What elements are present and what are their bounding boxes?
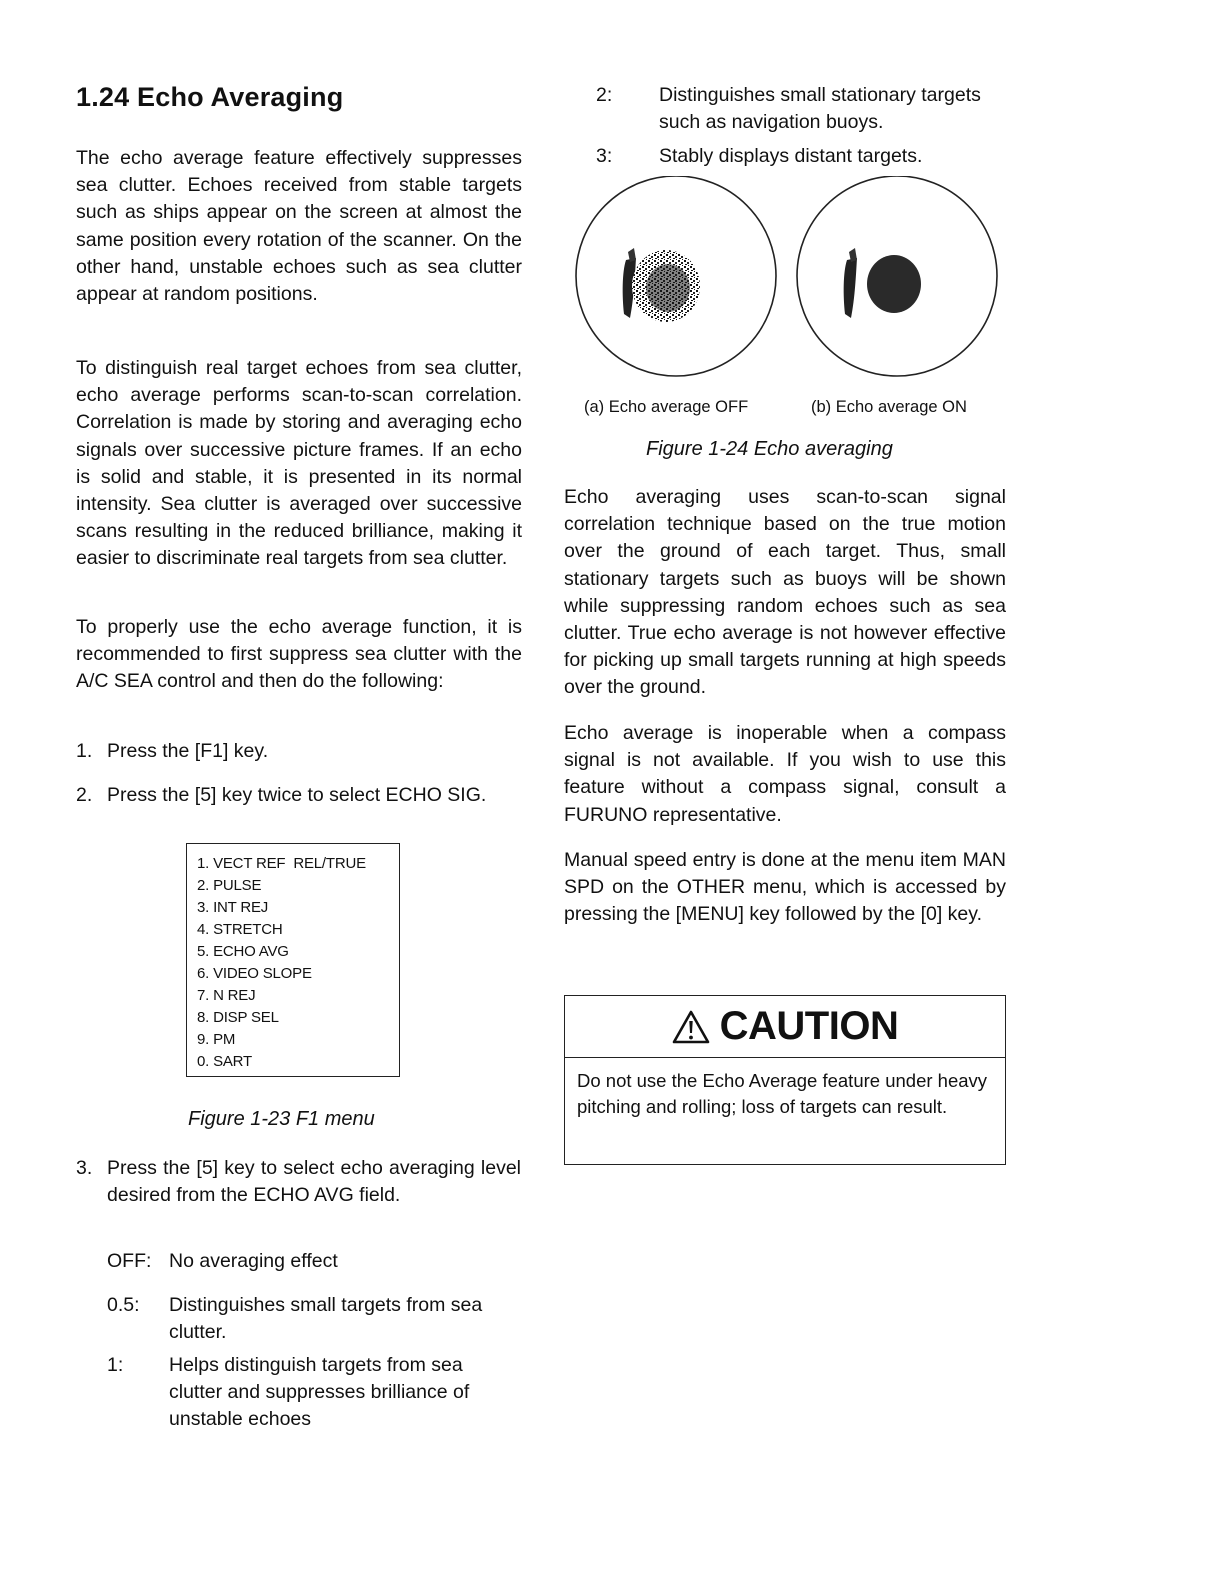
- caution-box: [564, 995, 1006, 1165]
- caption-echo-average-on: (b) Echo average ON: [811, 398, 967, 416]
- clutter-echo-off-core: [646, 264, 690, 312]
- step-3: [76, 1155, 522, 1237]
- menu-item: 2. PULSE: [197, 877, 262, 894]
- caption-echo-average-off: (a) Echo average OFF: [584, 398, 749, 416]
- figure-caption-f1-menu: Figure 1-23 F1 menu: [188, 1108, 375, 1130]
- warning-triangle-icon: [672, 1010, 710, 1044]
- level-desc: Stably displays distant targets.: [659, 145, 923, 167]
- level-1: [107, 1352, 522, 1434]
- level-key: 1:: [107, 1354, 124, 1376]
- caution-text: Do not use the Echo Average feature under heavy pitching and rolling; loss of targets can result.: [577, 1070, 988, 1117]
- level-3: [596, 143, 1008, 171]
- menu-item: 0. SART: [197, 1053, 253, 1070]
- menu-item: 8. DISP SEL: [197, 1009, 279, 1026]
- level-key: 0.5:: [107, 1294, 140, 1316]
- level-key: 2:: [596, 84, 613, 106]
- step-text: Press the [5] key twice to select ECHO SIG.: [107, 784, 487, 806]
- menu-item: 5. ECHO AVG: [197, 943, 289, 960]
- menu-item: 6. VIDEO SLOPE: [197, 965, 312, 982]
- menu-item: 1. VECT REF REL/TRUE: [197, 855, 366, 872]
- level-2: [596, 82, 1008, 138]
- paragraph-correlation: To distinguish real target echoes from sea clutter, echo average performs scan-to-scan correlation. Correlation is made by storing and averaging echo signals over successive picture frames. If an echo is solid and stable, it is presented in its normal intensity. Sea clutter is averaged over successive scans resulting in the reduced brilliance, making it easier to discriminate real targets from sea clutter.: [76, 357, 522, 570]
- step-number: 3.: [76, 1157, 93, 1179]
- level-off: [107, 1248, 522, 1276]
- caution-header: [565, 996, 1005, 1058]
- level-desc: Helps distinguish targets from sea clutter and suppresses brilliance of unstable echoes: [169, 1354, 470, 1431]
- echo-averaging-figure: [564, 176, 1008, 406]
- step-number: 1.: [76, 740, 93, 762]
- paragraph-compass: Echo average is inoperable when a compass signal is not available. If you wish to use this feature without a compass signal, consult a FURUNO representative.: [564, 722, 1006, 826]
- paragraph-intro: The echo average feature effectively suppresses sea clutter. Echoes received from stable targets such as ships appear on the screen at almost the same position every rotation of the scanner. On the other hand, unstable echoes such as sea clutter appear at random positions.: [76, 147, 522, 306]
- step-2: [76, 782, 522, 838]
- level-0-5: [107, 1292, 522, 1348]
- menu-item: 3. INT REJ: [197, 899, 269, 916]
- step-1: [76, 738, 522, 766]
- step-text: Press the [5] key to select echo averaging level desired from the ECHO AVG field.: [107, 1157, 521, 1207]
- target-echo-on: [867, 255, 921, 313]
- section-title: 1.24 Echo Averaging: [76, 82, 344, 112]
- figure-caption-echo-averaging: Figure 1-24 Echo averaging: [646, 438, 893, 460]
- level-key: 3:: [596, 145, 613, 167]
- paragraph-manual-speed: Manual speed entry is done at the menu item MAN SPD on the OTHER menu, which is accessed by pressing the [MENU] key followed by the [0] key.: [564, 849, 1006, 926]
- caution-title: CAUTION: [719, 1004, 899, 1048]
- level-desc: No averaging effect: [169, 1250, 338, 1272]
- coastline-echo-on: [844, 258, 857, 318]
- menu-item: 4. STRETCH: [197, 921, 283, 938]
- level-key: OFF:: [107, 1250, 152, 1272]
- paragraph-procedure-intro: To properly use the echo average function, it is recommended to first suppress sea clutter with the A/C SEA control and then do the following:: [76, 616, 522, 693]
- paragraph-true-motion: Echo averaging uses scan-to-scan signal correlation technique based on the true motion over the ground of each target. Thus, small stationary targets such as buoys will be shown while suppressing random echoes such as sea clutter. True echo average is not however effective for picking up small targets running at high speeds over the ground.: [564, 486, 1006, 699]
- level-desc: Distinguishes small targets from sea clutter.: [169, 1294, 483, 1344]
- menu-item: 7. N REJ: [197, 987, 256, 1004]
- menu-item: 9. PM: [197, 1031, 236, 1048]
- f1-menu-box: [186, 843, 400, 1077]
- level-desc: Distinguishes small stationary targets such as navigation buoys.: [659, 84, 981, 134]
- step-text: Press the [F1] key.: [107, 740, 269, 762]
- step-number: 2.: [76, 784, 93, 806]
